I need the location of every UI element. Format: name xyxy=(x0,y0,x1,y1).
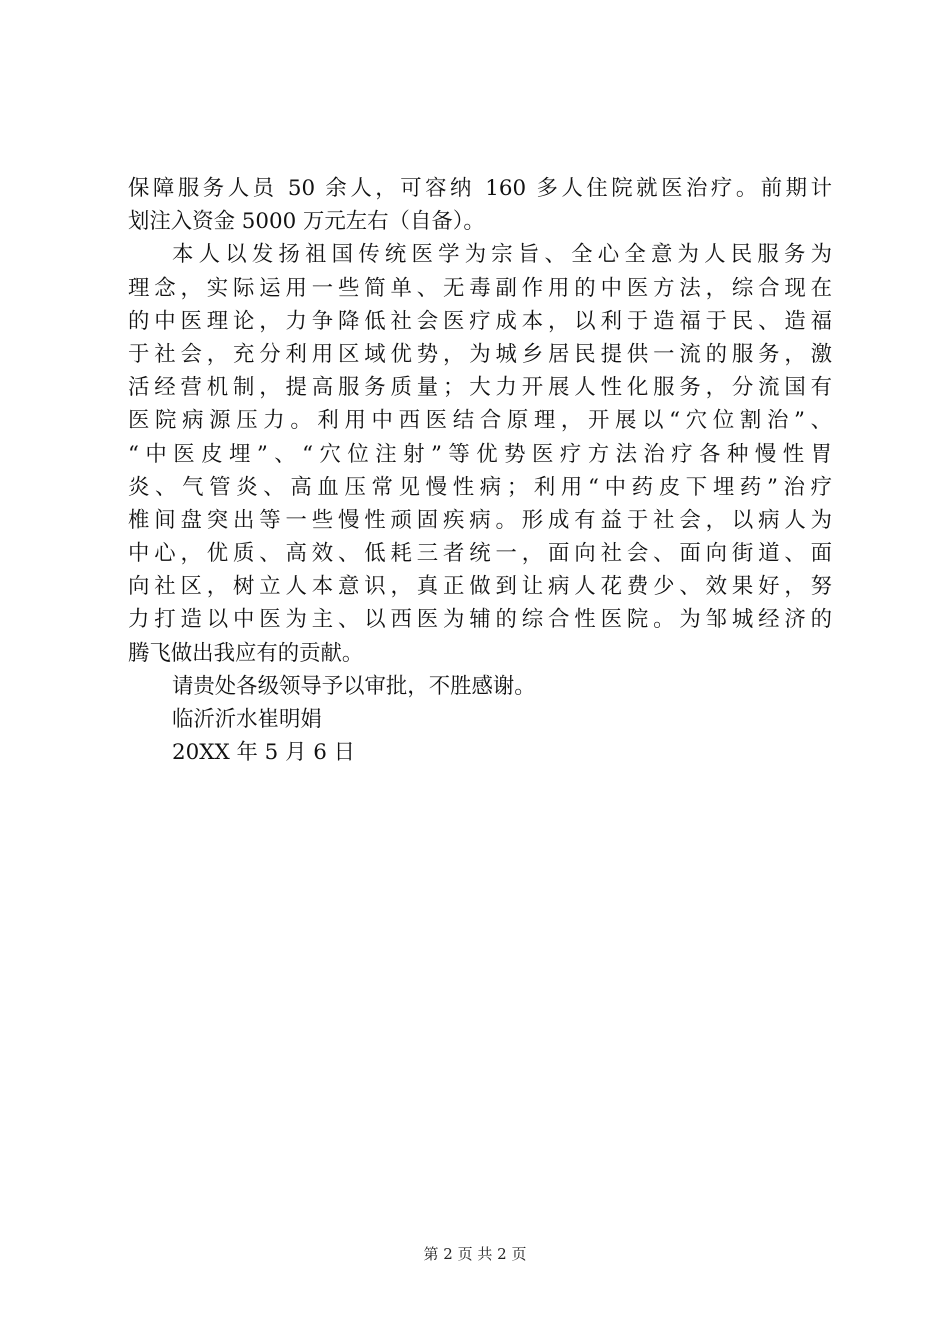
closing-request-line: 请贵处各级领导予以审批，不胜感谢。 xyxy=(172,673,536,699)
text-line: 的中医理论，力争降低社会医疗成本，以利于造福于民、造福 xyxy=(128,308,832,334)
text-line: 保障服务人员 50 余人，可容纳 160 多人住院就医治疗。前期计 xyxy=(128,176,832,201)
text-line: 活经营机制，提高服务质量；大力开展人性化服务，分流国有 xyxy=(128,375,832,401)
text-line: 医院病源压力。利用中西医结合原理，开展以“穴位割治”、 xyxy=(128,408,832,434)
text-line: 中心，优质、高效、低耗三者统一，面向社会、面向街道、面 xyxy=(128,541,832,567)
text-line: 划注入资金 5000 万元左右（自备）。 xyxy=(128,209,485,235)
text-line: 理念，实际运用一些简单、无毒副作用的中医方法，综合现在 xyxy=(128,275,832,301)
signature-name: 临沂沂水崔明娟 xyxy=(172,707,322,732)
signature-date: 20XX 年 5 月 6 日 xyxy=(172,740,356,766)
document-body xyxy=(128,172,832,769)
text-line: “中医皮埋”、“穴位注射”等优势医疗方法治疗各种慢性胃 xyxy=(128,441,832,467)
text-line: 向社区，树立人本意识，真正做到让病人花费少、效果好，努 xyxy=(128,574,832,600)
paragraph-start-line: 本人以发扬祖国传统医学为宗旨、全心全意为人民服务为 xyxy=(172,242,832,268)
page-number-footer: 第 2 页 共 2 页 xyxy=(423,1245,527,1263)
text-line: 炎、气管炎、高血压常见慢性病；利用“中药皮下埋药”治疗 xyxy=(128,474,832,500)
text-line: 力打造以中医为主、以西医为辅的综合性医院。为邹城经济的 xyxy=(128,607,832,633)
text-line: 腾飞做出我应有的贡献。 xyxy=(128,640,364,666)
text-line: 椎间盘突出等一些慢性顽固疾病。形成有益于社会，以病人为 xyxy=(128,507,832,533)
text-line: 于社会，充分利用区域优势，为城乡居民提供一流的服务，激 xyxy=(128,341,832,367)
